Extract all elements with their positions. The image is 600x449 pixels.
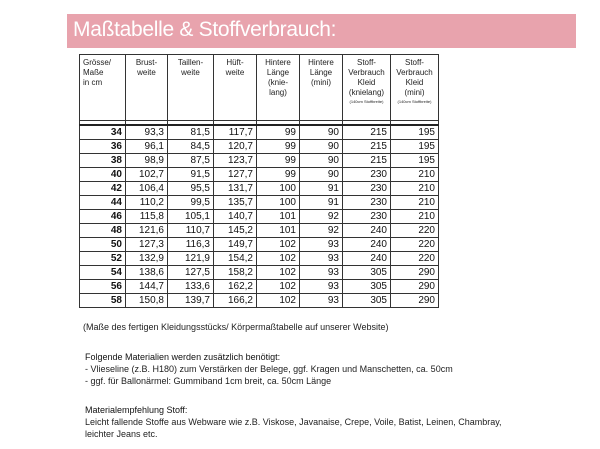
table-cell: 139,7 bbox=[168, 294, 214, 308]
column-header bbox=[168, 55, 214, 121]
table-body bbox=[80, 121, 439, 308]
table-cell: 162,2 bbox=[214, 280, 257, 294]
table-cell: 117,7 bbox=[214, 125, 257, 140]
table-cell: 106,4 bbox=[126, 182, 168, 196]
column-header bbox=[300, 55, 343, 121]
page-title: Maßtabelle & Stoffverbrauch: bbox=[73, 18, 337, 41]
table-cell: 290 bbox=[391, 294, 439, 308]
column-header-note: (140cm Stoffbreite) bbox=[397, 99, 432, 104]
table-cell: 230 bbox=[343, 210, 391, 224]
table-cell: 215 bbox=[343, 140, 391, 154]
table-cell: 120,7 bbox=[214, 140, 257, 154]
column-header bbox=[214, 55, 257, 121]
table-cell: 102 bbox=[257, 294, 300, 308]
size-cell: 52 bbox=[80, 252, 126, 266]
title-banner bbox=[67, 14, 576, 48]
table-cell: 215 bbox=[343, 154, 391, 168]
column-header bbox=[80, 55, 126, 121]
table-cell: 145,2 bbox=[214, 224, 257, 238]
table-cell: 91 bbox=[300, 182, 343, 196]
column-header bbox=[343, 55, 391, 121]
fabric-section bbox=[85, 404, 502, 440]
column-header-line: Hüft- bbox=[226, 58, 244, 67]
table-cell: 144,7 bbox=[126, 280, 168, 294]
table-cell: 305 bbox=[343, 280, 391, 294]
table-cell: 93 bbox=[300, 252, 343, 266]
column-header-line: Länge bbox=[309, 68, 333, 77]
size-cell: 40 bbox=[80, 168, 126, 182]
table-cell: 290 bbox=[391, 266, 439, 280]
size-cell: 48 bbox=[80, 224, 126, 238]
table-cell: 290 bbox=[391, 280, 439, 294]
column-header-line: Taillen- bbox=[177, 58, 204, 67]
column-header-line: (knielang) bbox=[348, 88, 385, 97]
table-cell: 210 bbox=[391, 168, 439, 182]
table-cell: 230 bbox=[343, 196, 391, 210]
table-cell: 93 bbox=[300, 294, 343, 308]
table-cell: 230 bbox=[343, 168, 391, 182]
materials-item: - ggf. für Ballonärmel: Gummiband 1cm breit, ca. 50cm Länge bbox=[85, 376, 332, 386]
table-cell: 305 bbox=[343, 294, 391, 308]
table-cell: 121,9 bbox=[168, 252, 214, 266]
table-cell: 195 bbox=[391, 140, 439, 154]
column-header bbox=[391, 55, 439, 121]
table-cell: 220 bbox=[391, 238, 439, 252]
table-row bbox=[80, 168, 439, 182]
table-cell: 115,8 bbox=[126, 210, 168, 224]
table-cell: 81,5 bbox=[168, 125, 214, 140]
table-cell: 100 bbox=[257, 196, 300, 210]
size-cell: 50 bbox=[80, 238, 126, 252]
column-header-line: Verbrauch bbox=[348, 68, 385, 77]
table-cell: 102 bbox=[257, 238, 300, 252]
table-cell: 127,5 bbox=[168, 266, 214, 280]
fabric-heading: Materialempfehlung Stoff: bbox=[85, 405, 188, 415]
table-cell: 215 bbox=[343, 125, 391, 140]
table-row bbox=[80, 280, 439, 294]
size-cell: 44 bbox=[80, 196, 126, 210]
column-header-line: Länge bbox=[266, 68, 290, 77]
table-cell: 93 bbox=[300, 266, 343, 280]
table-cell: 240 bbox=[343, 238, 391, 252]
table-cell: 132,9 bbox=[126, 252, 168, 266]
size-cell: 38 bbox=[80, 154, 126, 168]
table-cell: 105,1 bbox=[168, 210, 214, 224]
table-row bbox=[80, 154, 439, 168]
table-cell: 93 bbox=[300, 280, 343, 294]
table-cell: 166,2 bbox=[214, 294, 257, 308]
column-header-line: Grösse/ bbox=[83, 58, 112, 67]
table-cell: 305 bbox=[343, 266, 391, 280]
table-row bbox=[80, 224, 439, 238]
table-cell: 230 bbox=[343, 182, 391, 196]
size-cell: 46 bbox=[80, 210, 126, 224]
table-cell: 240 bbox=[343, 252, 391, 266]
table-row bbox=[80, 196, 439, 210]
table-row bbox=[80, 238, 439, 252]
table-cell: 220 bbox=[391, 224, 439, 238]
column-header-line: (knie- bbox=[267, 78, 288, 87]
table-cell: 90 bbox=[300, 168, 343, 182]
table-cell: 127,3 bbox=[126, 238, 168, 252]
materials-section bbox=[85, 351, 453, 387]
table-cell: 154,2 bbox=[214, 252, 257, 266]
table-row bbox=[80, 182, 439, 196]
table-cell: 101 bbox=[257, 224, 300, 238]
column-header-line: Maße bbox=[83, 68, 104, 77]
column-header-line: Hintere bbox=[308, 58, 334, 67]
column-header-line: (mini) bbox=[311, 78, 331, 87]
table-cell: 102 bbox=[257, 266, 300, 280]
size-cell: 56 bbox=[80, 280, 126, 294]
table-cell: 92 bbox=[300, 210, 343, 224]
column-header-line: Stoff- bbox=[357, 58, 376, 67]
column-header bbox=[126, 55, 168, 121]
materials-heading: Folgende Materialien werden zusätzlich benötigt: bbox=[85, 352, 281, 362]
table-cell: 84,5 bbox=[168, 140, 214, 154]
column-header-line: weite bbox=[181, 68, 200, 77]
column-header-line: Kleid bbox=[357, 78, 376, 87]
table-cell: 91 bbox=[300, 196, 343, 210]
table-cell: 210 bbox=[391, 210, 439, 224]
table-cell: 91,5 bbox=[168, 168, 214, 182]
table-cell: 98,9 bbox=[126, 154, 168, 168]
table-cell: 131,7 bbox=[214, 182, 257, 196]
column-header-line: weite bbox=[225, 68, 245, 77]
table-cell: 240 bbox=[343, 224, 391, 238]
table-cell: 90 bbox=[300, 154, 343, 168]
table-cell: 96,1 bbox=[126, 140, 168, 154]
table-cell: 127,7 bbox=[214, 168, 257, 182]
table-cell: 90 bbox=[300, 125, 343, 140]
table-cell: 92 bbox=[300, 224, 343, 238]
table-cell: 116,3 bbox=[168, 238, 214, 252]
column-header-line: weite bbox=[137, 68, 156, 77]
table-cell: 110,7 bbox=[168, 224, 214, 238]
table-row bbox=[80, 210, 439, 224]
table-cell: 100 bbox=[257, 182, 300, 196]
table-cell: 87,5 bbox=[168, 154, 214, 168]
materials-item: - Vlieseline (z.B. H180) zum Verstärken der Belege, ggf. Kragen und Manschetten, ca. 50cm bbox=[85, 364, 453, 374]
table-header-row bbox=[80, 55, 439, 121]
table-cell: 135,7 bbox=[214, 196, 257, 210]
column-header-line: lang) bbox=[269, 88, 287, 97]
table-cell: 210 bbox=[391, 182, 439, 196]
fabric-line: Leicht fallende Stoffe aus Webware wie z.B. Viskose, Javanaise, Crepe, Voile, Batist, Leinen, Chambray, bbox=[85, 417, 502, 427]
table-cell: 99 bbox=[257, 154, 300, 168]
table-cell: 123,7 bbox=[214, 154, 257, 168]
column-header-line: Kleid bbox=[405, 78, 424, 87]
table-row bbox=[80, 294, 439, 308]
table-cell: 99 bbox=[257, 168, 300, 182]
table-cell: 102 bbox=[257, 280, 300, 294]
column-header-line: in cm bbox=[83, 78, 103, 87]
table-cell: 140,7 bbox=[214, 210, 257, 224]
table-cell: 138,6 bbox=[126, 266, 168, 280]
column-header-line: Verbrauch bbox=[396, 68, 433, 77]
column-header-note: (140cm Stoffbreite) bbox=[349, 99, 384, 104]
table-row bbox=[80, 125, 439, 140]
table-cell: 99 bbox=[257, 140, 300, 154]
size-cell: 58 bbox=[80, 294, 126, 308]
fabric-line: leichter Jeans etc. bbox=[85, 429, 158, 439]
table-cell: 149,7 bbox=[214, 238, 257, 252]
column-header-line: Brust- bbox=[135, 58, 158, 67]
table-cell: 99 bbox=[257, 125, 300, 140]
table-cell: 93 bbox=[300, 238, 343, 252]
table-cell: 95,5 bbox=[168, 182, 214, 196]
column-header-line: (mini) bbox=[404, 88, 425, 97]
size-cell: 42 bbox=[80, 182, 126, 196]
size-cell: 36 bbox=[80, 140, 126, 154]
table-cell: 133,6 bbox=[168, 280, 214, 294]
table-cell: 195 bbox=[391, 125, 439, 140]
table-caption: (Maße des fertigen Kleidungsstücks/ Körpermaßtabelle auf unserer Website) bbox=[83, 322, 389, 332]
table-row bbox=[80, 252, 439, 266]
column-header-line: Hintere bbox=[265, 58, 291, 67]
table-cell: 90 bbox=[300, 140, 343, 154]
table-cell: 150,8 bbox=[126, 294, 168, 308]
size-cell: 54 bbox=[80, 266, 126, 280]
table-cell: 121,6 bbox=[126, 224, 168, 238]
table-row bbox=[80, 266, 439, 280]
table-cell: 195 bbox=[391, 154, 439, 168]
table-cell: 93,3 bbox=[126, 125, 168, 140]
table-cell: 110,2 bbox=[126, 196, 168, 210]
table-cell: 220 bbox=[391, 252, 439, 266]
table-row bbox=[80, 140, 439, 154]
table-cell: 102 bbox=[257, 252, 300, 266]
column-header bbox=[257, 55, 300, 121]
table-cell: 99,5 bbox=[168, 196, 214, 210]
table-cell: 101 bbox=[257, 210, 300, 224]
table-cell: 210 bbox=[391, 196, 439, 210]
size-table bbox=[79, 54, 439, 308]
column-header-line: Stoff- bbox=[405, 58, 424, 67]
table-cell: 102,7 bbox=[126, 168, 168, 182]
size-cell: 34 bbox=[80, 125, 126, 140]
table-cell: 158,2 bbox=[214, 266, 257, 280]
